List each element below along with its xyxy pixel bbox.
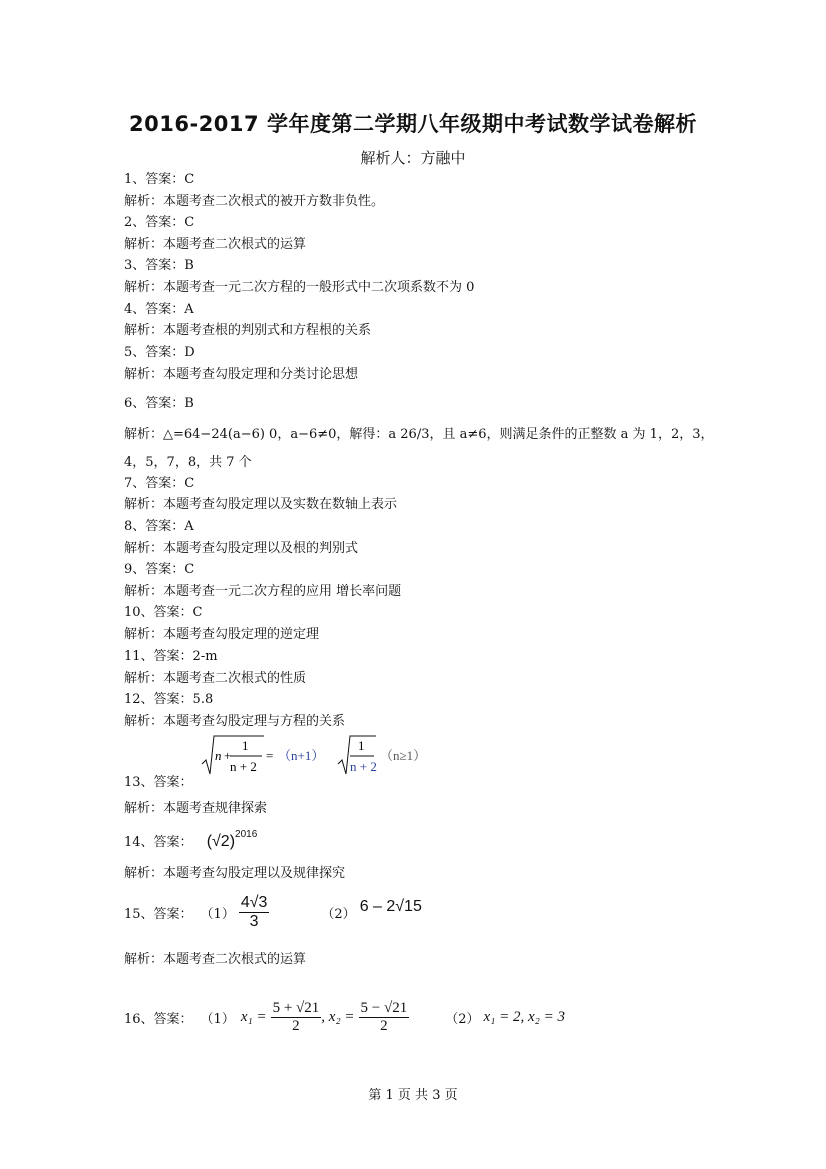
analysis-13: 解析：本题考查规律探索 [124,801,268,816]
q15-part1-label: （1） [200,907,235,922]
analysis-2: 解析：本题考查二次根式的运算 [124,237,307,252]
analysis-4: 解析：本题考查根的判别式和方程根的关系 [124,323,372,338]
q15-part2-value: 6 – 2√15 [359,897,422,915]
answer-15-line [124,894,422,931]
answer-16: 16、答案： [124,1012,193,1027]
analysis-9: 解析：本题考查一元二次方程的应用 增长率问题 [124,584,402,599]
answer-10: 10、答案：C [124,605,203,620]
answer-4: 4、答案：A [124,302,194,317]
q16-x2: , x₂ = [321,1009,355,1025]
answer-3: 3、答案：B [124,258,194,273]
answer-16-line [124,1000,565,1035]
q16-x1: x₁ = [240,1009,267,1025]
page-footer: 第 1 页 共 3 页 [368,1088,458,1103]
q16-x2-fraction [359,1000,410,1035]
q16-part2-value: x₁ = 2, x₂ = 3 [483,1009,566,1025]
q16-part1-label: （1） [200,1012,235,1027]
q16-x1-numerator: 5 + √21 [272,1000,320,1016]
answer-1: 1、答案：C [124,172,195,187]
q16-x2-numerator: 5 − √21 [360,1000,408,1016]
q15-part2-label: （2） [321,907,356,922]
q14-base: (√2) [206,833,236,850]
q13-num-1: 1 [242,738,249,753]
analysis-6: 解析：△=64−24(a−6) 0，a−6≠0，解得：a 26/3，且 a≠6，则满足条件的正整数 a 为 1，2，3， [124,427,714,442]
answer-6: 6、答案：B [124,396,194,411]
answer-5: 5、答案：D [124,345,195,360]
analysis-5: 解析：本题考查勾股定理和分类讨论思想 [124,367,359,382]
answer-12: 12、答案：5.8 [124,692,214,707]
q13-den-1: n + 2 [230,759,257,774]
page-title: 2016-2017 学年度第二学期八年级期中考试数学试卷解析 [129,112,697,136]
q13-equals: = [266,748,274,763]
analysis-3: 解析：本题考查一元二次方程的一般形式中二次项系数不为 0 [124,280,475,295]
analysis-1: 解析：本题考查二次根式的被开方数非负性。 [124,194,385,209]
answer-2: 2、答案：C [124,215,195,230]
q15-part1-numerator: 4√3 [240,894,268,911]
analysis-14: 解析：本题考查勾股定理以及规律探究 [124,866,346,881]
analysis-12: 解析：本题考查勾股定理与方程的关系 [124,714,346,729]
analysis-7: 解析：本题考查勾股定理以及实数在数轴上表示 [124,497,398,512]
answer-8: 8、答案：A [124,519,194,534]
answer-9: 9、答案：C [124,562,195,577]
analysis-15: 解析：本题考查二次根式的运算 [124,952,307,967]
q13-plus: + [224,748,232,763]
q16-part2-label: （2） [445,1012,480,1027]
q13-n: n [215,748,222,763]
q13-n-plus-1: （n+1） [278,748,325,763]
answer-13: 13、答案： [124,775,193,790]
q13-condition: （n≥1） [380,748,427,763]
answer-14: 14、答案： [124,835,193,850]
q13-formula [200,734,450,782]
q16-x1-fraction [271,1000,322,1035]
q14-exponent: 2016 [235,828,258,840]
analysis-11: 解析：本题考查二次根式的性质 [124,671,307,686]
analysis-10: 解析：本题考查勾股定理的逆定理 [124,627,320,642]
answer-7: 7、答案：C [124,476,195,491]
analysis-8: 解析：本题考查勾股定理以及根的判别式 [124,541,359,556]
analysis-6-cont: 4，5，7，8，共 7 个 [124,455,252,470]
q15-part1-denominator: 3 [239,912,270,931]
answer-15: 15、答案： [124,907,193,922]
q15-part1-fraction [239,894,270,931]
answer-11: 11、答案：2-m [124,649,218,664]
author-line: 解析人：方融中 [360,149,466,167]
answer-14-line [124,828,258,851]
q13-den-2: n + 2 [350,759,377,774]
q13-formula-svg [200,734,450,778]
q16-x1-denominator: 2 [271,1017,322,1035]
q16-x2-denominator: 2 [359,1017,410,1035]
q13-num-2: 1 [358,738,365,753]
